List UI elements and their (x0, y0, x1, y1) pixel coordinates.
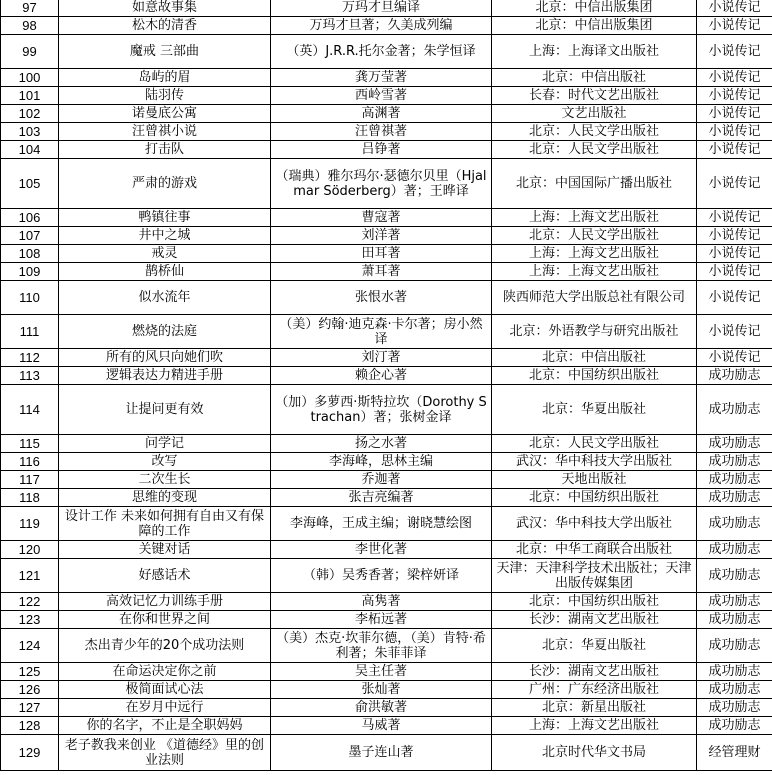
cell-author: 李世化著 (271, 541, 492, 559)
cell-no: 115 (1, 435, 59, 453)
cell-publisher: 北京：人民文学出版社 (492, 227, 697, 245)
cell-author: 乔迦著 (271, 471, 492, 489)
cell-no: 103 (1, 123, 59, 141)
cell-no: 124 (1, 629, 59, 663)
cell-publisher: 广州：广东经济出版社 (492, 681, 697, 699)
cell-category: 成功励志 (697, 559, 772, 593)
table-row (1, 435, 772, 453)
cell-category: 小说传记 (697, 245, 772, 263)
cell-publisher: 长沙：湖南文艺出版社 (492, 611, 697, 629)
cell-publisher: 北京：中国纺织出版社 (492, 489, 697, 507)
table-row (1, 735, 772, 771)
table-row (1, 541, 772, 559)
cell-title: 岛屿的眉 (59, 69, 271, 87)
cell-publisher: 北京时代华文书局 (492, 735, 697, 771)
cell-title: 诺曼底公寓 (59, 105, 271, 123)
cell-author: 龚万莹著 (271, 69, 492, 87)
table-row (1, 349, 772, 367)
cell-category: 成功励志 (697, 611, 772, 629)
cell-author: 高渊著 (271, 105, 492, 123)
cell-category: 小说传记 (697, 69, 772, 87)
cell-publisher: 北京：中信出版集团 (492, 0, 697, 17)
cell-title: 好感话术 (59, 559, 271, 593)
cell-publisher: 上海：上海文艺出版社 (492, 263, 697, 281)
cell-category: 成功励志 (697, 367, 772, 385)
table-row (1, 123, 772, 141)
cell-author: 扬之水著 (271, 435, 492, 453)
table-row (1, 385, 772, 435)
cell-publisher: 北京：人民文学出版社 (492, 141, 697, 159)
cell-author: 墨子连山著 (271, 735, 492, 771)
cell-title: 所有的风只向她们吹 (59, 349, 271, 367)
table-row (1, 227, 772, 245)
cell-no: 116 (1, 453, 59, 471)
cell-author: 张吉亮编著 (271, 489, 492, 507)
cell-author: 汪曾祺著 (271, 123, 492, 141)
cell-publisher: 北京：中国纺织出版社 (492, 367, 697, 385)
cell-author: 马威著 (271, 717, 492, 735)
cell-title: 思维的变现 (59, 489, 271, 507)
cell-category: 成功励志 (697, 471, 772, 489)
cell-author: 西岭雪著 (271, 87, 492, 105)
cell-publisher: 天津：天津科学技术出版社；天津出版传媒集团 (492, 559, 697, 593)
cell-no: 112 (1, 349, 59, 367)
cell-title: 二次生长 (59, 471, 271, 489)
cell-category: 成功励志 (697, 663, 772, 681)
cell-category: 成功励志 (697, 593, 772, 611)
cell-publisher: 北京：中华工商联合出版社 (492, 541, 697, 559)
cell-no: 120 (1, 541, 59, 559)
cell-publisher: 长沙：湖南文艺出版社 (492, 663, 697, 681)
cell-category: 成功励志 (697, 489, 772, 507)
cell-no: 99 (1, 35, 59, 69)
cell-author: （美）约翰·迪克森·卡尔著；房小然译 (271, 315, 492, 349)
table-row (1, 629, 772, 663)
cell-title: 让提问更有效 (59, 385, 271, 435)
cell-category: 小说传记 (697, 87, 772, 105)
table-row (1, 315, 772, 349)
cell-title: 燃烧的法庭 (59, 315, 271, 349)
cell-category: 成功励志 (697, 717, 772, 735)
table-row (1, 281, 772, 315)
table-row (1, 699, 772, 717)
cell-publisher: 武汉：华中科技大学出版社 (492, 507, 697, 541)
cell-category: 成功励志 (697, 541, 772, 559)
cell-category: 小说传记 (697, 105, 772, 123)
cell-title: 设计工作 未来如何拥有自由又有保障的工作 (59, 507, 271, 541)
cell-publisher: 北京：新星出版社 (492, 699, 697, 717)
cell-title: 在命运决定你之前 (59, 663, 271, 681)
cell-title: 鸭镇往事 (59, 209, 271, 227)
table-row (1, 159, 772, 209)
table-row (1, 17, 772, 35)
cell-category: 小说传记 (697, 209, 772, 227)
table-row (1, 105, 772, 123)
cell-no: 98 (1, 17, 59, 35)
cell-publisher: 上海：上海文艺出版社 (492, 245, 697, 263)
cell-no: 97 (1, 0, 59, 17)
cell-title: 井中之城 (59, 227, 271, 245)
cell-publisher: 北京：人民文学出版社 (492, 435, 697, 453)
cell-author: 李海峰，思林主编 (271, 453, 492, 471)
table-row (1, 367, 772, 385)
cell-publisher: 北京：外语教学与研究出版社 (492, 315, 697, 349)
cell-title: 高效记忆力训练手册 (59, 593, 271, 611)
cell-title: 戒灵 (59, 245, 271, 263)
cell-publisher: 上海：上海文艺出版社 (492, 717, 697, 735)
table-row (1, 209, 772, 227)
cell-title: 打击队 (59, 141, 271, 159)
cell-author: （英）J.R.R.托尔金著；朱学恒译 (271, 35, 492, 69)
table-row (1, 87, 772, 105)
table-row (1, 611, 772, 629)
cell-category: 小说传记 (697, 281, 772, 315)
cell-title: 似水流年 (59, 281, 271, 315)
cell-publisher: 文艺出版社 (492, 105, 697, 123)
cell-author: 萧耳著 (271, 263, 492, 281)
cell-no: 109 (1, 263, 59, 281)
cell-author: 李海峰，王成主编；谢晓慧绘图 (271, 507, 492, 541)
table-row (1, 263, 772, 281)
cell-author: 万玛才旦著；久美成列编 (271, 17, 492, 35)
table-row (1, 559, 772, 593)
cell-no: 127 (1, 699, 59, 717)
cell-title: 老子教我来创业 《道德经》里的创业法则 (59, 735, 271, 771)
cell-no: 111 (1, 315, 59, 349)
cell-category: 小说传记 (697, 17, 772, 35)
cell-no: 114 (1, 385, 59, 435)
cell-author: （韩）吴秀香著；梁梓妍译 (271, 559, 492, 593)
cell-no: 105 (1, 159, 59, 209)
cell-category: 小说传记 (697, 315, 772, 349)
table-row (1, 717, 772, 735)
cell-no: 122 (1, 593, 59, 611)
cell-author: 万玛才旦编译 (271, 0, 492, 17)
cell-author: 刘汀著 (271, 349, 492, 367)
cell-no: 117 (1, 471, 59, 489)
table-row (1, 35, 772, 69)
cell-publisher: 上海：上海译文出版社 (492, 35, 697, 69)
cell-category: 小说传记 (697, 35, 772, 69)
table-row (1, 0, 772, 17)
table-row (1, 507, 772, 541)
cell-category: 小说传记 (697, 227, 772, 245)
cell-author: 李柘远著 (271, 611, 492, 629)
cell-category: 成功励志 (697, 385, 772, 435)
cell-no: 126 (1, 681, 59, 699)
cell-no: 104 (1, 141, 59, 159)
cell-author: （加）多萝西·斯特拉坎（Dorothy Strachan）著；张树金译 (271, 385, 492, 435)
cell-publisher: 武汉：华中科技大学出版社 (492, 453, 697, 471)
cell-author: 张恨水著 (271, 281, 492, 315)
table-row (1, 69, 772, 87)
cell-title: 魔戒 三部曲 (59, 35, 271, 69)
cell-category: 成功励志 (697, 699, 772, 717)
cell-title: 改写 (59, 453, 271, 471)
cell-category: 小说传记 (697, 123, 772, 141)
cell-category: 小说传记 (697, 0, 772, 17)
cell-publisher: 北京：华夏出版社 (492, 629, 697, 663)
cell-author: （美）杰克·坎菲尔德，（美）肯特·希利著；朱菲菲译 (271, 629, 492, 663)
cell-title: 杰出青少年的20个成功法则 (59, 629, 271, 663)
cell-author: （瑞典）雅尔玛尔·瑟德尔贝里（Hjalmar Söderberg）著；王晔译 (271, 159, 492, 209)
cell-no: 118 (1, 489, 59, 507)
cell-no: 101 (1, 87, 59, 105)
cell-category: 小说传记 (697, 349, 772, 367)
cell-title: 你的名字，不止是全职妈妈 (59, 717, 271, 735)
cell-title: 陆羽传 (59, 87, 271, 105)
table-row (1, 141, 772, 159)
cell-no: 119 (1, 507, 59, 541)
cell-publisher: 天地出版社 (492, 471, 697, 489)
cell-no: 121 (1, 559, 59, 593)
cell-category: 成功励志 (697, 681, 772, 699)
cell-no: 110 (1, 281, 59, 315)
table-body (1, 0, 772, 771)
table-row (1, 681, 772, 699)
cell-category: 小说传记 (697, 141, 772, 159)
table-row (1, 453, 772, 471)
table-row (1, 245, 772, 263)
cell-author: 吕铮著 (271, 141, 492, 159)
cell-category: 经管理财 (697, 735, 772, 771)
cell-category: 成功励志 (697, 629, 772, 663)
cell-category: 小说传记 (697, 263, 772, 281)
cell-title: 逻辑表达力精进手册 (59, 367, 271, 385)
cell-author: 俞洪敏著 (271, 699, 492, 717)
cell-author: 田耳著 (271, 245, 492, 263)
cell-title: 如意故事集 (59, 0, 271, 17)
cell-no: 129 (1, 735, 59, 771)
table-row (1, 471, 772, 489)
cell-author: 曹寇著 (271, 209, 492, 227)
cell-publisher: 北京：中国国际广播出版社 (492, 159, 697, 209)
table-row (1, 489, 772, 507)
cell-no: 108 (1, 245, 59, 263)
cell-no: 106 (1, 209, 59, 227)
cell-title: 极简面试心法 (59, 681, 271, 699)
table-row (1, 593, 772, 611)
cell-title: 严肃的游戏 (59, 159, 271, 209)
cell-title: 在你和世界之间 (59, 611, 271, 629)
cell-title: 鹊桥仙 (59, 263, 271, 281)
cell-publisher: 陕西师范大学出版总社有限公司 (492, 281, 697, 315)
cell-no: 102 (1, 105, 59, 123)
cell-no: 107 (1, 227, 59, 245)
cell-category: 小说传记 (697, 159, 772, 209)
cell-title: 汪曾祺小说 (59, 123, 271, 141)
cell-publisher: 北京：中信出版社 (492, 349, 697, 367)
cell-title: 松木的清香 (59, 17, 271, 35)
cell-publisher: 北京：中信出版社 (492, 69, 697, 87)
cell-publisher: 北京：中国纺织出版社 (492, 593, 697, 611)
cell-publisher: 长春：时代文艺出版社 (492, 87, 697, 105)
cell-no: 125 (1, 663, 59, 681)
cell-no: 100 (1, 69, 59, 87)
cell-category: 成功励志 (697, 435, 772, 453)
cell-title: 在岁月中远行 (59, 699, 271, 717)
cell-publisher: 北京：人民文学出版社 (492, 123, 697, 141)
cell-title: 关键对话 (59, 541, 271, 559)
cell-author: 刘洋著 (271, 227, 492, 245)
table-row (1, 663, 772, 681)
cell-category: 成功励志 (697, 507, 772, 541)
cell-publisher: 北京：华夏出版社 (492, 385, 697, 435)
cell-category: 成功励志 (697, 453, 772, 471)
cell-title: 问学记 (59, 435, 271, 453)
cell-no: 123 (1, 611, 59, 629)
cell-publisher: 北京：中信出版集团 (492, 17, 697, 35)
cell-author: 高隽著 (271, 593, 492, 611)
cell-publisher: 上海：上海文艺出版社 (492, 209, 697, 227)
cell-no: 113 (1, 367, 59, 385)
cell-author: 吴主任著 (271, 663, 492, 681)
cell-author: 赖企心著 (271, 367, 492, 385)
cell-author: 张灿著 (271, 681, 492, 699)
cell-no: 128 (1, 717, 59, 735)
